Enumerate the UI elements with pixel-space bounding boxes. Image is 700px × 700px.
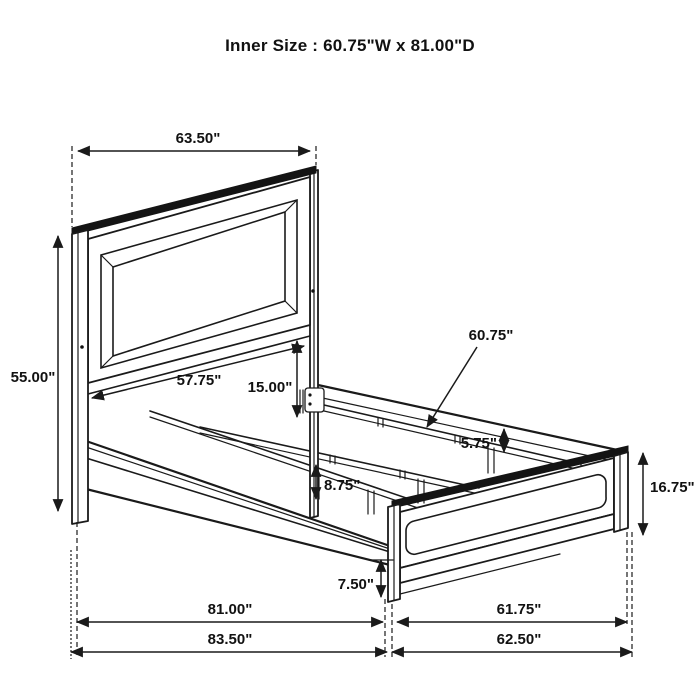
footboard-right-post — [614, 452, 628, 532]
support-leg — [368, 490, 374, 514]
dim-label: 7.50" — [337, 576, 374, 593]
dim-footboard-height — [643, 453, 695, 535]
dim-label: 8.75" — [324, 477, 361, 494]
dim-label: 15.00" — [247, 379, 293, 396]
dim-label: 83.50" — [207, 631, 253, 648]
dim-label: 62.50" — [496, 631, 542, 648]
dim-footboard-inner-width — [397, 601, 627, 622]
dim-label: 57.75" — [176, 372, 222, 389]
dim-label: 81.00" — [207, 601, 253, 618]
dim-inner-depth — [77, 601, 383, 622]
dim-label: 60.75" — [468, 327, 514, 344]
dim-outer-depth — [71, 631, 387, 652]
headboard-left-post — [72, 230, 88, 524]
dim-headboard-height — [11, 236, 58, 511]
footboard — [388, 446, 628, 602]
diagram-title: Inner Size : 60.75"W x 81.00"D — [225, 36, 475, 55]
headboard — [72, 166, 324, 524]
dim-rail-clearance — [338, 560, 393, 597]
dim-label: 5.75" — [460, 435, 497, 452]
rail-bracket — [305, 388, 324, 412]
cam-bolt-hole — [80, 345, 84, 349]
dim-label: 16.75" — [650, 479, 695, 496]
dim-panel-to-rail — [248, 341, 297, 417]
dim-label: 55.00" — [10, 369, 56, 386]
dim-label: 63.50" — [175, 130, 221, 147]
cam-bolt-hole — [311, 289, 315, 293]
dim-footboard-outer-width — [392, 631, 632, 652]
near-side-rail — [86, 441, 390, 565]
dim-label: 61.75" — [496, 601, 542, 618]
